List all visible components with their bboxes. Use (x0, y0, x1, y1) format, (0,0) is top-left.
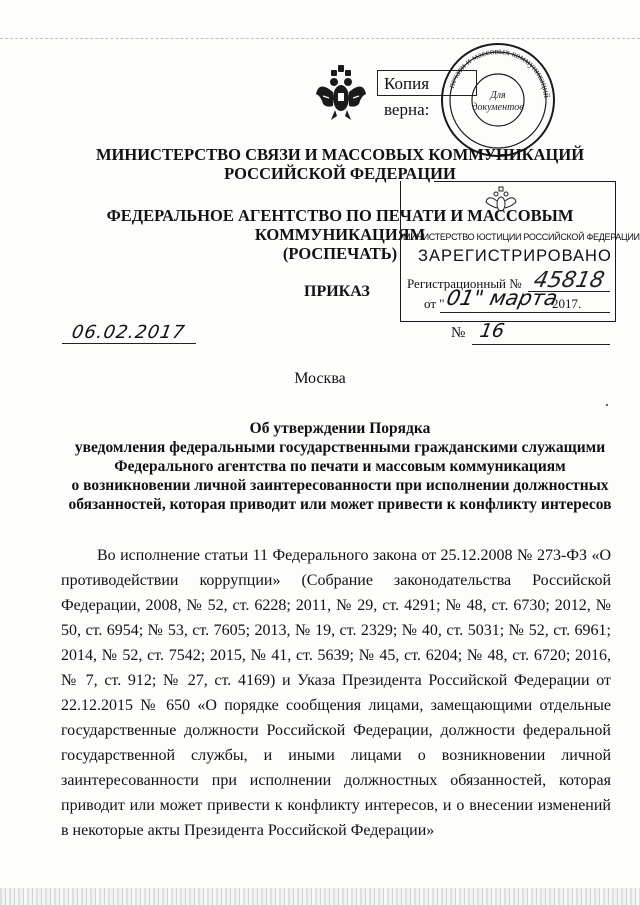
agency-line-3: (РОСПЕЧАТЬ) (282, 244, 398, 263)
title-line-1: Об утверждении Порядка (249, 420, 431, 437)
registration-date: 01" марта (444, 286, 560, 310)
title-line-5: обязанностей, которая приводит или может привести к конфликту интересов (68, 496, 612, 513)
document-type: ПРИКАЗ (304, 283, 370, 300)
russian-eagle-icon (313, 64, 369, 124)
seal-center-text-1: Для (490, 90, 506, 101)
scan-artifact-bottom (0, 888, 640, 905)
order-number-line (472, 344, 610, 345)
city: Москва (294, 370, 346, 387)
title-line-3: Федерального агентства по печати и массовым коммуникациям (114, 458, 566, 475)
order-date: 06.02.2017 (70, 322, 187, 343)
copy-verified-stamp: Копия верна: (377, 70, 477, 96)
agency-line-1: ФЕДЕРАЛЬНОЕ АГЕНТСТВО ПО ПЕЧАТИ И МАССОВЫМ (106, 206, 574, 225)
scan-dot (606, 404, 608, 406)
title-line-4: о возникновении личной заинтересованности при исполнении должностных (71, 477, 609, 494)
order-date-line (62, 343, 196, 344)
registration-ministry: МИНИСТЕРСТВО ЮСТИЦИИ РОССИЙСКОЙ ФЕДЕРАЦИИ (403, 232, 640, 242)
order-number-sign: № (451, 325, 466, 341)
registration-number: 45818 (531, 268, 607, 293)
title-line-2: уведомления федеральными государственными гражданскими служащими (74, 439, 606, 456)
ministry-line-1: МИНИСТЕРСТВО СВЯЗИ И МАССОВЫХ КОММУНИКАЦИЙ (95, 145, 585, 164)
registration-year: 2017. (552, 296, 582, 311)
agency-line-2: КОММУНИКАЦИЯМ (254, 225, 426, 244)
registration-eagle-icon (484, 186, 518, 218)
order-number: 16 (478, 320, 507, 342)
ministry-header (60, 145, 620, 183)
registration-status: ЗАРЕГИСТРИРОВАНО (418, 247, 612, 265)
registration-date-line (440, 312, 610, 314)
body-paragraph: Во исполнение статьи 11 Федерального закона от 25.12.2008 № 273-ФЗ «О противодействии коррупции» (Собрание законодательства Российской Федерации, 2008, № 52, ст. 6228; 2011, № 29, ст. 4291; № 48, ст. 6730; 2012, № 50, ст. 6954; № 53, ст. 7605; 2013, № 19, ст. 2329; № 40, ст. 5031; № 52, ст. 6961; 2014, № 52, ст. 7542; 2015, № 41, ст. 5639; № 45, ст. 6204; № 48, ст. 6720; 2016, № 7, ст. 912; № 27, ст. 4169) и Указа Президента Российской Федерации от 22.12.2015 № 650 «О порядке сообщения лицами, замещающими отдельные государственные должности Российской Федерации, должности федеральной государственной службы, и иными лицами о возникновении личной заинтересованности при исполнении должностных обязанностей, которая приводит или может привести к конфликту интересов, и о внесении изменений в некоторые акты Президента Российской Федерации» (61, 547, 611, 839)
round-seal-icon (438, 40, 558, 160)
seal-top-text: печати и массовых коммуникаций (445, 45, 552, 99)
seal-center-text-2: документов (472, 102, 524, 113)
registration-number-label: Регистрационный № (407, 276, 522, 291)
registration-from-label: от " (424, 296, 445, 311)
ministry-line-2: РОССИЙСКОЙ ФЕДЕРАЦИИ (224, 164, 456, 183)
order-title (50, 419, 630, 514)
order-body (61, 543, 611, 843)
